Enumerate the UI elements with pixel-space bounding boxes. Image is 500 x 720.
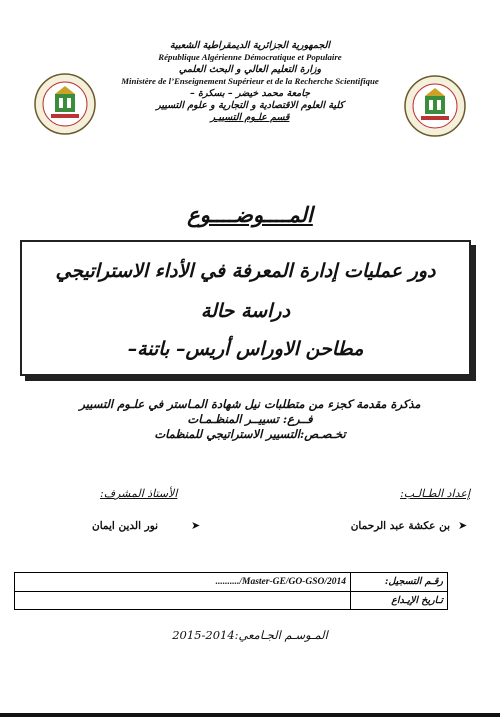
header-republic-ar: الجمهورية الجزائرية الديمقراطية الشعبية [169, 40, 331, 51]
header-ministry-ar: وزارة التعليم العالي و البحث العلمي [178, 64, 322, 75]
bottom-border [0, 713, 500, 717]
deposit-date-value [15, 591, 351, 610]
supervisor-name: نور الدين ايمان [92, 520, 159, 532]
header-university: جامعة محمد خيضر – بسكرة – [189, 88, 311, 99]
arrow-bullet-icon: ➤ [191, 519, 201, 532]
arrow-bullet-icon: ➤ [458, 519, 468, 532]
memo-purpose: مذكرة مقدمة كجزء من متطلبات نيل شهادة المـاستر في علـوم التسيير [79, 397, 421, 411]
header-faculty: كلية العلوم الاقتصادية و التجارية و علوم التسيير [156, 100, 344, 111]
table-row [15, 591, 448, 610]
header-department: قسم علـوم التسييـر [210, 112, 290, 123]
supervisor-label: الأستاذ المشرف: [100, 487, 178, 500]
memo-specialty: تخـصـص:التسيير الاستراتيجي للمنظمات [154, 427, 346, 441]
thesis-case-company: مطاحن الاوراس أريس– باتنة– [127, 338, 364, 360]
academic-year: المـوسـم الجـامعي:2014-2015 [172, 628, 328, 642]
deposit-date-label: تـاريخ الإيـداع [351, 591, 448, 610]
registration-table [14, 572, 448, 610]
subject-heading: المــــوضــــوع [187, 202, 313, 227]
header-ministry-fr: Ministère de l’Enseignement Supérieur et de la Recherche Scientifique [121, 76, 379, 86]
header-republic-fr: République Algérienne Démocratique et Populaire [158, 52, 342, 62]
thesis-title: دور عمليات إدارة المعرفة في الأداء الاستراتيجي [55, 260, 436, 282]
registration-number-label: رقـم التسجيل: [351, 573, 448, 592]
memo-branch: فــرع: تسييــر المنظـمـات [187, 412, 313, 426]
thesis-case-study: دراسة حالة [200, 300, 291, 322]
registration-number-value: ........../Master-GE/GO-GSO/2014 [15, 573, 351, 592]
table-row [15, 573, 448, 592]
student-label: إعداد الطـالـب: [400, 487, 470, 500]
title-box [20, 240, 471, 376]
student-name: بن عكشة عبد الرحمان [350, 520, 450, 532]
